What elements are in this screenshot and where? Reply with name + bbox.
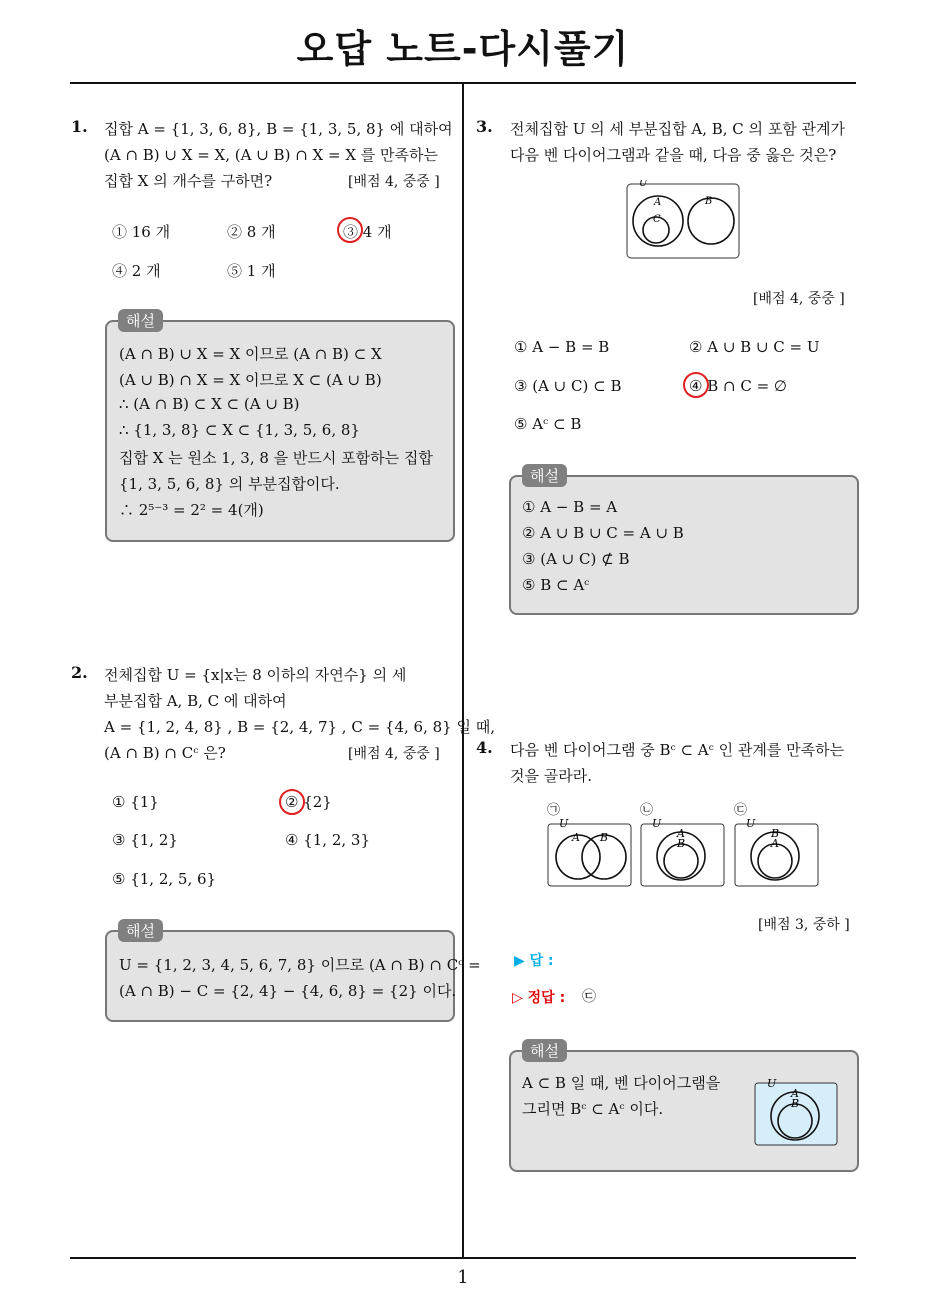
choice-1[interactable]: ① 16 개 xyxy=(112,223,171,241)
explanation-tag: 해설 xyxy=(522,1039,567,1062)
explanation-box xyxy=(105,930,455,1022)
selected-answer-mark xyxy=(683,372,709,398)
explanation-line: ∴ 2⁵⁻³ = 2² = 4(개) xyxy=(119,501,264,519)
explanation-line: ③ (A ∪ C) ⊄ B xyxy=(522,550,630,568)
correct-answer-label: ▷ 정답 : xyxy=(512,990,566,1006)
choice-3[interactable]: ③ 4 개 xyxy=(343,223,392,241)
explanation-line: 집합 X 는 원소 1, 3, 8 을 반드시 포함하는 집합 xyxy=(119,449,433,467)
explanation-tag: 해설 xyxy=(118,309,163,332)
question-text: 집합 X 의 개수를 구하면? xyxy=(104,172,273,190)
choice-3[interactable]: ③ {1, 2} xyxy=(112,831,178,849)
column-divider xyxy=(462,84,464,1259)
explanation-tag: 해설 xyxy=(522,464,567,487)
diagram-mark-3: ㉢ xyxy=(734,803,748,818)
venn-diagram-1 xyxy=(547,815,633,889)
choice-2[interactable]: ② {2} xyxy=(285,793,332,811)
venn-label-a: A xyxy=(771,837,779,850)
venn-label-a: A xyxy=(677,827,685,840)
question-text: 것을 골라라. xyxy=(510,767,592,785)
score-label: [배점 3, 중하 ] xyxy=(758,917,850,933)
venn-label-b: B xyxy=(600,831,609,844)
explanation-line: ∴ {1, 3, 8} ⊂ X ⊂ {1, 3, 5, 6, 8} xyxy=(119,421,360,439)
choice-2[interactable]: ② A ∪ B ∪ C = U xyxy=(689,338,820,356)
score-label: [배점 4, 중중 ] xyxy=(348,174,440,190)
choice-1[interactable]: ① {1} xyxy=(112,793,159,811)
venn-label-u: U xyxy=(639,180,648,189)
explanation-line: ⑤ B ⊂ Aᶜ xyxy=(522,576,590,594)
choice-5[interactable]: ⑤ {1, 2, 5, 6} xyxy=(112,870,217,888)
choice-4[interactable]: ④ 2 개 xyxy=(112,262,161,280)
venn-label-a: A xyxy=(654,197,662,208)
diagram-mark-2: ㉡ xyxy=(640,803,654,818)
explanation-line: 그리면 Bᶜ ⊂ Aᶜ 이다. xyxy=(522,1100,664,1118)
venn-label-u: U xyxy=(652,817,662,830)
venn-label-c: C xyxy=(653,214,661,225)
choice-1[interactable]: ① A − B = B xyxy=(514,338,610,356)
question-number: 4. xyxy=(476,738,493,757)
choice-4[interactable]: ④ B ∩ C = ∅ xyxy=(689,377,787,395)
venn-label-b: B xyxy=(791,1097,800,1110)
venn-label-a: A xyxy=(791,1087,799,1100)
venn-diagram-3 xyxy=(734,815,820,889)
selected-answer-mark xyxy=(279,789,305,815)
venn-label-b: B xyxy=(677,837,686,850)
diagram-mark-1: ㉠ xyxy=(547,803,561,818)
explanation-tag: 해설 xyxy=(118,919,163,942)
explanation-line: A ⊂ B 일 때, 벤 다이어그램을 xyxy=(522,1074,721,1092)
question-text: 다음 벤 다이어그램과 같을 때, 다음 중 옳은 것은? xyxy=(510,146,837,164)
choice-3[interactable]: ③ (A ∪ C) ⊂ B xyxy=(514,377,622,395)
page-title: 오답 노트-다시풀기 xyxy=(296,27,630,71)
explanation-line: ∴ (A ∩ B) ⊂ X ⊂ (A ∪ B) xyxy=(119,395,300,413)
question-text: (A ∩ B) ∩ Cᶜ 은? xyxy=(104,744,226,762)
score-label: [배점 4, 중중 ] xyxy=(753,291,845,307)
explanation-line: {1, 3, 5, 6, 8} 의 부분집합이다. xyxy=(119,475,340,493)
explanation-line: (A ∩ B) ∪ X = X 이므로 (A ∩ B) ⊂ X xyxy=(119,345,382,363)
choice-4[interactable]: ④ {1, 2, 3} xyxy=(285,831,371,849)
explanation-line: (A ∪ B) ∩ X = X 이므로 X ⊂ (A ∪ B) xyxy=(119,371,382,389)
explanation-box xyxy=(509,475,859,615)
venn-label-u: U xyxy=(767,1077,777,1090)
selected-answer-mark xyxy=(337,217,363,243)
choice-5[interactable]: ⑤ 1 개 xyxy=(227,262,276,280)
venn-label-b: B xyxy=(771,827,780,840)
venn-diagram-2 xyxy=(640,815,726,889)
question-text: 다음 벤 다이어그램 중 Bᶜ ⊂ Aᶜ 인 관계를 만족하는 xyxy=(510,741,845,759)
venn-label-u: U xyxy=(746,817,756,830)
choice-2[interactable]: ② 8 개 xyxy=(227,223,276,241)
question-number: 3. xyxy=(476,117,493,136)
explanation-line: (A ∩ B) − C = {2, 4} − {4, 6, 8} = {2} 이다. xyxy=(119,982,457,1000)
venn-label-a: A xyxy=(572,831,580,844)
question-number: 2. xyxy=(71,663,88,682)
question-text: A = {1, 2, 4, 8} , B = {2, 4, 7} , C = {4, 6, 8} 일 때, xyxy=(104,718,495,736)
bottom-rule xyxy=(70,1257,856,1259)
question-text: (A ∩ B) ∪ X = X, (A ∪ B) ∩ X = X 를 만족하는 xyxy=(104,146,438,164)
question-number: 1. xyxy=(71,117,88,136)
question-text: 부분집합 A, B, C 에 대하여 xyxy=(104,692,287,710)
venn-diagram-explanation xyxy=(753,1074,839,1148)
venn-label-b: B xyxy=(705,196,713,207)
question-text: 전체집합 U = {x|x는 8 이하의 자연수} 의 세 xyxy=(104,666,407,684)
page-number: 1 xyxy=(457,1267,469,1288)
venn-label-u: U xyxy=(559,817,569,830)
question-text: 전체집합 U 의 세 부분집합 A, B, C 의 포함 관계가 xyxy=(510,120,846,138)
explanation-line: U = {1, 2, 3, 4, 5, 6, 7, 8} 이므로 (A ∩ B) ∩ Cᶜ = xyxy=(119,956,481,974)
answer-label: ▶ 답 : xyxy=(514,953,554,969)
venn-diagram xyxy=(626,180,742,262)
explanation-line: ② A ∪ B ∪ C = A ∪ B xyxy=(522,524,684,542)
choice-5[interactable]: ⑤ Aᶜ ⊂ B xyxy=(514,415,582,433)
question-text: 집합 A = {1, 3, 6, 8}, B = {1, 3, 5, 8} 에 대하여 xyxy=(104,120,453,138)
score-label: [배점 4, 중중 ] xyxy=(348,746,440,762)
correct-answer-value: ㉢ xyxy=(582,989,596,1005)
explanation-line: ① A − B = A xyxy=(522,498,618,516)
